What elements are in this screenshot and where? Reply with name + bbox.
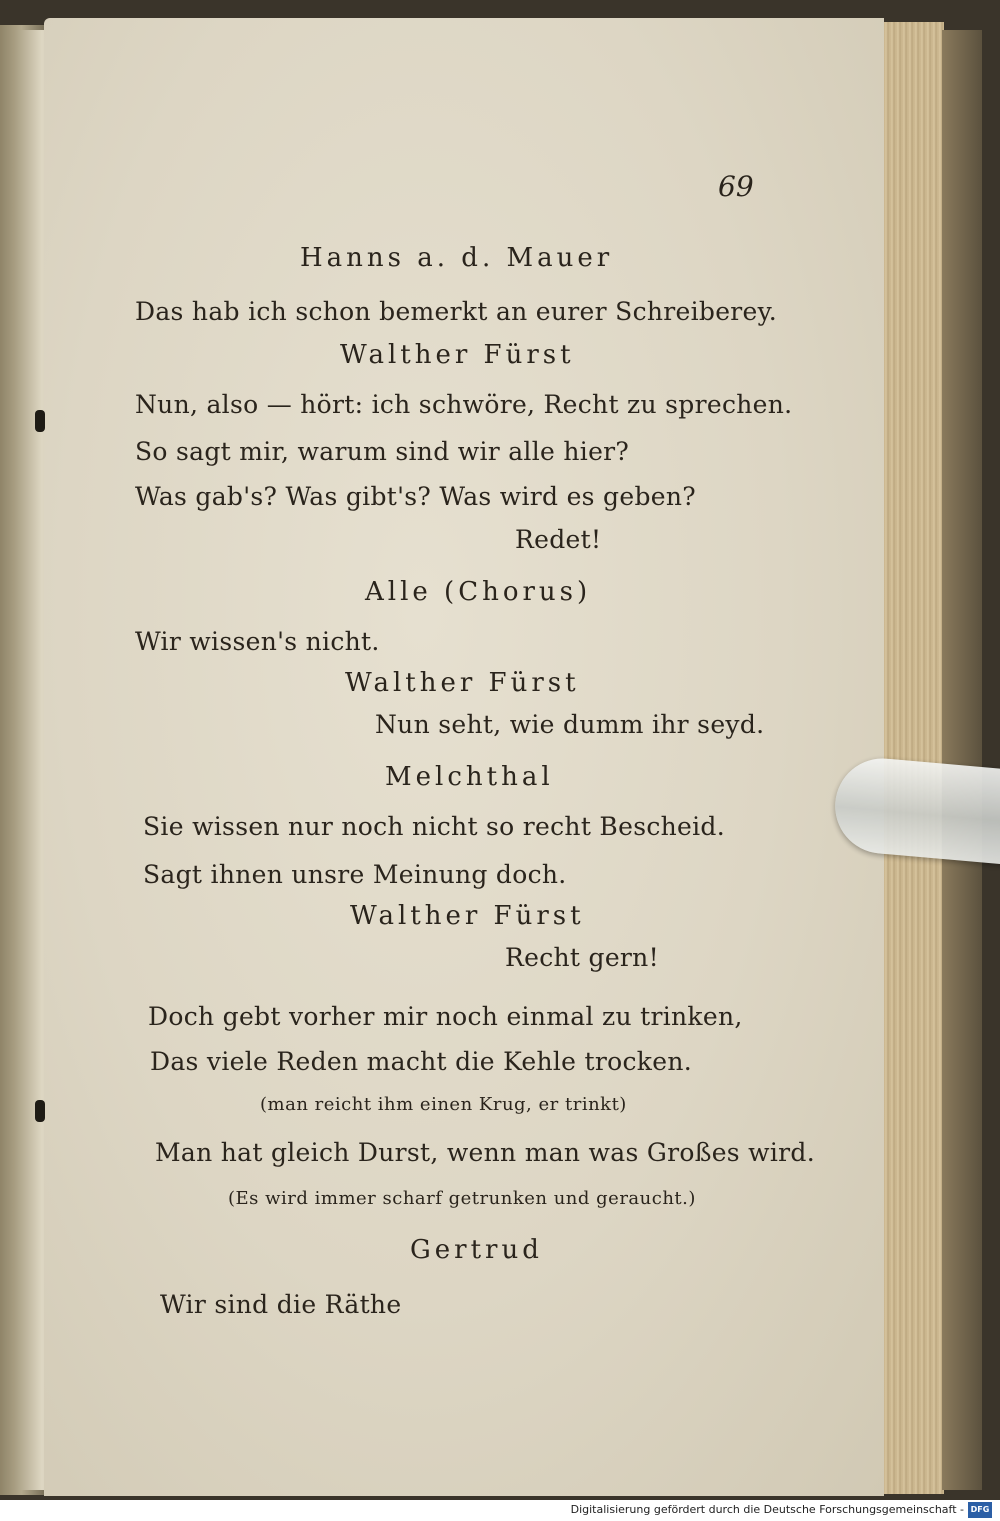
binding-hole	[35, 410, 45, 432]
footer-bar	[0, 1500, 1000, 1521]
book-page	[44, 18, 884, 1496]
verse-line: Nun seht, wie dumm ihr seyd.	[375, 710, 765, 739]
verse-line: Sagt ihnen unsre Meinung doch.	[143, 860, 567, 889]
speaker-name: Hanns a. d. Mauer	[300, 243, 614, 273]
verse-line: Wir sind die Räthe	[160, 1290, 402, 1319]
dfg-logo: DFG	[968, 1502, 992, 1518]
verse-line: Das viele Reden macht die Kehle trocken.	[150, 1047, 692, 1076]
stage-direction: (Es wird immer scharf getrunken und geraucht.)	[228, 1188, 696, 1209]
stage-direction: (man reicht ihm einen Krug, er trinkt)	[260, 1094, 627, 1115]
speaker-name: Melchthal	[385, 762, 554, 792]
speaker-name: Alle (Chorus)	[365, 577, 592, 607]
verse-line: Redet!	[515, 525, 602, 554]
speaker-name: Gertrud	[410, 1235, 543, 1265]
page-number: 69	[718, 170, 754, 203]
speaker-name: Walther Fürst	[350, 901, 585, 931]
verse-line: Recht gern!	[505, 943, 659, 972]
binding-hole	[35, 1100, 45, 1122]
verse-line: So sagt mir, warum sind wir alle hier?	[135, 437, 630, 466]
funding-credit: Digitalisierung gefördert durch die Deutsche Forschungsgemeinschaft -	[570, 1503, 964, 1516]
verse-line: Wir wissen's nicht.	[135, 627, 380, 656]
verse-line: Nun, also — hört: ich schwöre, Recht zu sprechen.	[135, 390, 793, 419]
verse-line: Das hab ich schon bemerkt an eurer Schreiberey.	[135, 297, 778, 326]
verse-line: Was gab's? Was gibt's? Was wird es geben?	[135, 482, 696, 511]
speaker-name: Walther Fürst	[345, 668, 580, 698]
verse-line: Doch gebt vorher mir noch einmal zu trinken,	[148, 1002, 743, 1031]
verse-line: Man hat gleich Durst, wenn man was Großes wird.	[155, 1138, 815, 1167]
speaker-name: Walther Fürst	[340, 340, 575, 370]
verse-line: Sie wissen nur noch nicht so recht Bescheid.	[143, 812, 725, 841]
cover-edge	[942, 30, 982, 1490]
